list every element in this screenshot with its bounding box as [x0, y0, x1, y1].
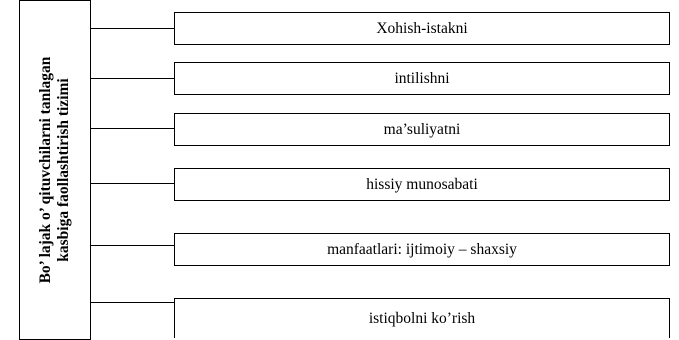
item-label: ma’suliyatni [383, 120, 461, 138]
connector-line [91, 245, 174, 246]
item-box-emotional-attitude [174, 168, 670, 201]
item-box-perspective [174, 298, 670, 338]
connector-line [91, 78, 174, 79]
item-label: Xohish-istakni [376, 19, 468, 37]
connector-line [91, 28, 174, 29]
main-concept-label [37, 10, 73, 330]
item-label: hissiy munosabati [366, 175, 478, 193]
main-concept-line-2: kasbiga faollashtirish tizimi [55, 78, 72, 262]
connector-line [91, 302, 174, 303]
item-label: istiqbolni ko’rish [368, 309, 476, 327]
item-box-desire [174, 12, 670, 45]
item-box-responsibility [174, 113, 670, 146]
main-concept-box [19, 0, 91, 340]
item-label: intilishni [394, 69, 450, 87]
main-concept-line-1: Bo’ lajak o’ qituvchilarni tanlagan [37, 56, 54, 284]
item-box-aspiration [174, 62, 670, 95]
connector-line [91, 183, 174, 184]
item-label: manfaatlari: ijtimoiy – shaxsiy [327, 240, 517, 258]
connector-line [91, 128, 174, 129]
item-box-interests [174, 233, 670, 266]
